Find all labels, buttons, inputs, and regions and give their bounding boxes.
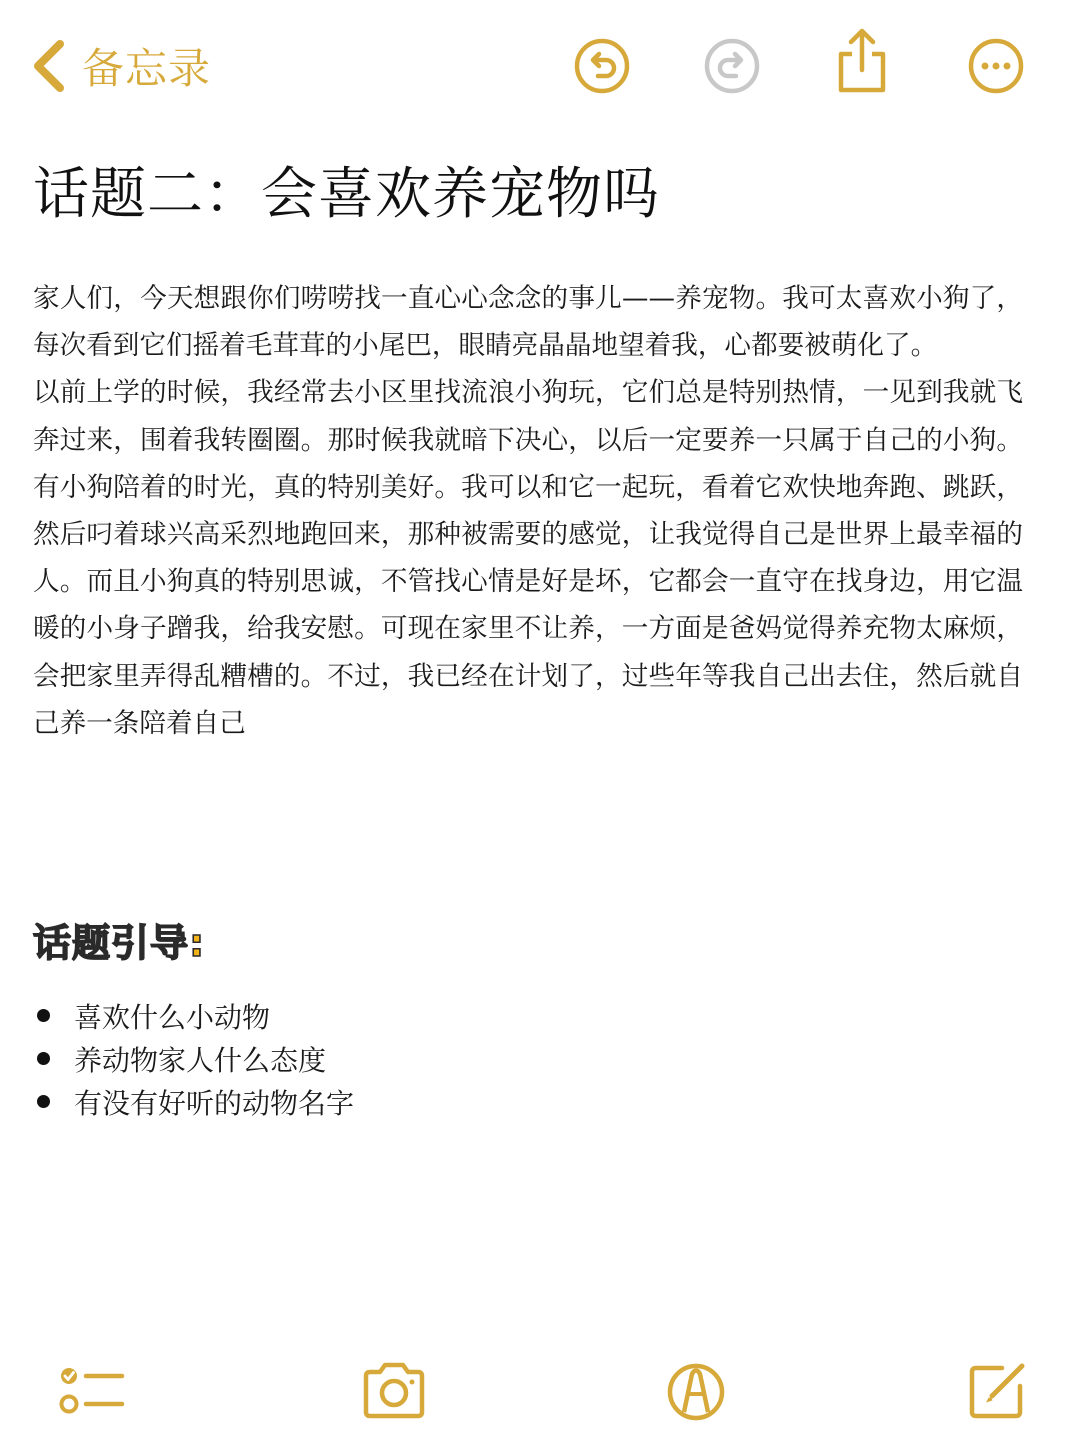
list-item bbox=[33, 1080, 354, 1123]
list-item bbox=[33, 994, 354, 1037]
camera-button[interactable] bbox=[358, 1354, 430, 1426]
share-icon bbox=[832, 26, 892, 96]
undo-icon bbox=[572, 36, 632, 96]
list-item bbox=[33, 1037, 354, 1080]
camera-icon bbox=[358, 1354, 430, 1426]
undo-button[interactable] bbox=[572, 36, 632, 96]
bullet-dot-icon bbox=[37, 1009, 50, 1022]
body-paragraph: 以前上学的时候，我经常去小区里找流浪小狗玩，它们总是特别热情，一见到我就飞奔过来，围着我转圈圈。那时候我就暗下决心，以后一定要养一只属于自己的小狗。有小狗陪着的时光，真的特别美好。我可以和它一起玩，看着它欢快地奔跑、跳跃，然后叼着球兴高采烈地跑回来，那种被需要的感觉，让我觉得自己是世界上最幸福的人。而且小狗真的特别思诚，不管找心情是好是坏，它都会一直守在找身边，用它温暖的小身子蹭我，给我安慰。可现在家里不让养，一方面是爸妈觉得养充物太麻烦，会把家里弄得乱糟槽的。不过，我已经在计划了，过些年等我自己出去住，然后就自己养一条陪着自己 bbox=[33, 377, 1023, 739]
body-paragraph: 家人们，今天想跟你们唠唠找一直心心念念的事儿——养宠物。我可太喜欢小狗了，每次看到它们摇着毛茸茸的小尾巴，眼睛亮晶晶地望着我，心都要被萌化了。 bbox=[33, 283, 1023, 362]
markup-pen-icon bbox=[660, 1354, 732, 1426]
more-button[interactable] bbox=[966, 36, 1026, 96]
list-item-text: 有没有好听的动物名字 bbox=[74, 1086, 355, 1120]
share-button[interactable] bbox=[832, 26, 892, 96]
markup-button[interactable] bbox=[660, 1354, 732, 1426]
checklist-icon bbox=[56, 1354, 128, 1426]
nav-bar bbox=[0, 0, 1080, 130]
back-label: 备忘录 bbox=[82, 44, 212, 93]
redo-icon bbox=[702, 36, 762, 96]
bottom-toolbar bbox=[0, 1350, 1080, 1430]
list-item-text: 喜欢什么小动物 bbox=[74, 1000, 271, 1034]
chevron-left-icon bbox=[28, 36, 68, 96]
checklist-button[interactable] bbox=[56, 1354, 128, 1426]
note-body[interactable] bbox=[33, 275, 1023, 747]
redo-button[interactable] bbox=[702, 36, 762, 96]
bullet-dot-icon bbox=[37, 1052, 50, 1065]
compose-icon bbox=[962, 1354, 1034, 1426]
more-icon bbox=[966, 36, 1026, 96]
note-title[interactable]: 话题二：会喜欢养宠物吗 bbox=[33, 162, 660, 227]
bullet-dot-icon bbox=[37, 1095, 50, 1108]
compose-button[interactable] bbox=[962, 1354, 1034, 1426]
guide-heading: 话题引导: bbox=[33, 921, 206, 965]
back-button[interactable] bbox=[28, 34, 211, 98]
guide-list bbox=[33, 994, 354, 1123]
list-item-text: 养动物家人什么态度 bbox=[74, 1043, 327, 1077]
